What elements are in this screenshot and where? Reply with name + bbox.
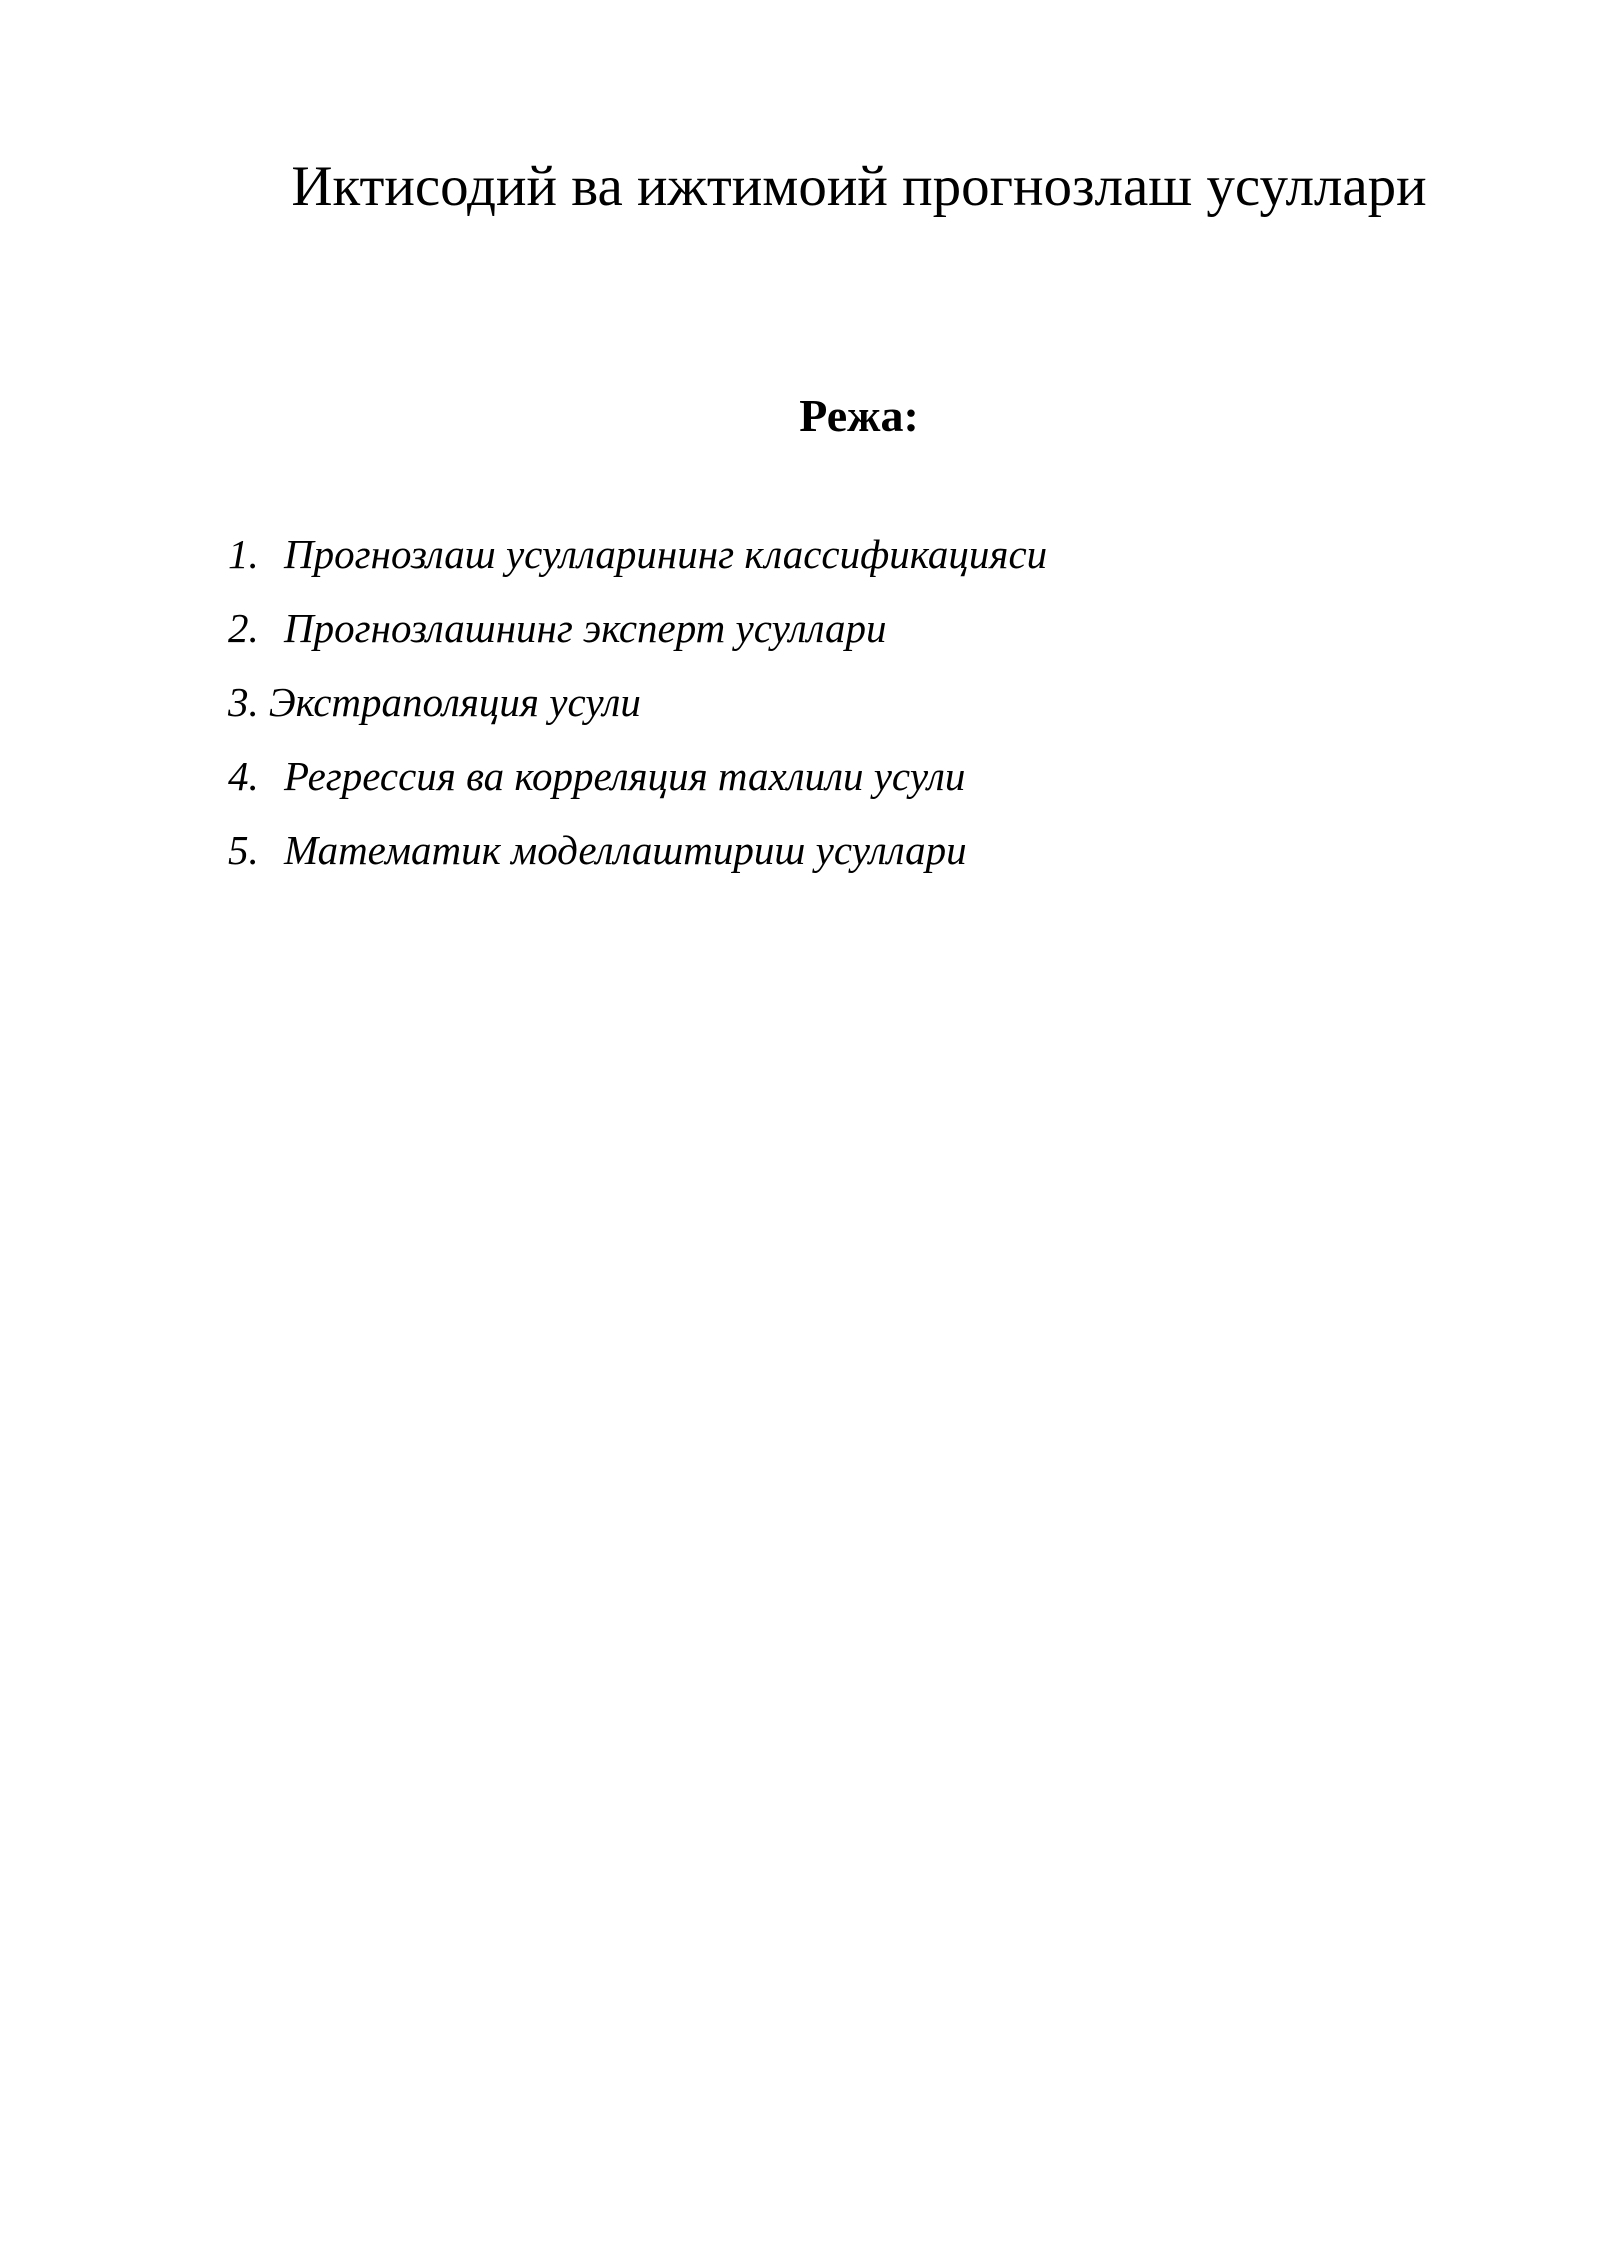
plan-item-2 [228,598,1047,672]
plan-item-1 [228,524,1047,598]
plan-item-4 [228,746,1047,820]
plan-item-number: 1. [228,531,259,577]
plan-item-number: 2. [228,605,259,651]
plan-item-number: 4. [228,753,259,799]
plan-item-5 [228,820,1047,894]
plan-item-text: Прогнозлашнинг эксперт усуллари [284,605,887,651]
plan-list [228,524,1047,894]
plan-item-number: 5. [228,827,259,873]
plan-heading: Режа: [799,390,919,441]
document-title: Иктисодий ва ижтимоий прогнозлаш усуллари [291,155,1427,218]
plan-item-text: Регрессия ва корреляция тахлили усули [284,753,966,799]
plan-item-number: 3. [228,679,259,725]
plan-item-text: Экстраполяция усули [268,679,641,725]
plan-heading-area [0,0,1600,500]
plan-item-text: Математик моделлаштириш усуллари [284,827,967,873]
plan-item-3 [228,672,1047,746]
plan-item-text: Прогнозлаш усулларининг классификацияси [284,531,1048,577]
